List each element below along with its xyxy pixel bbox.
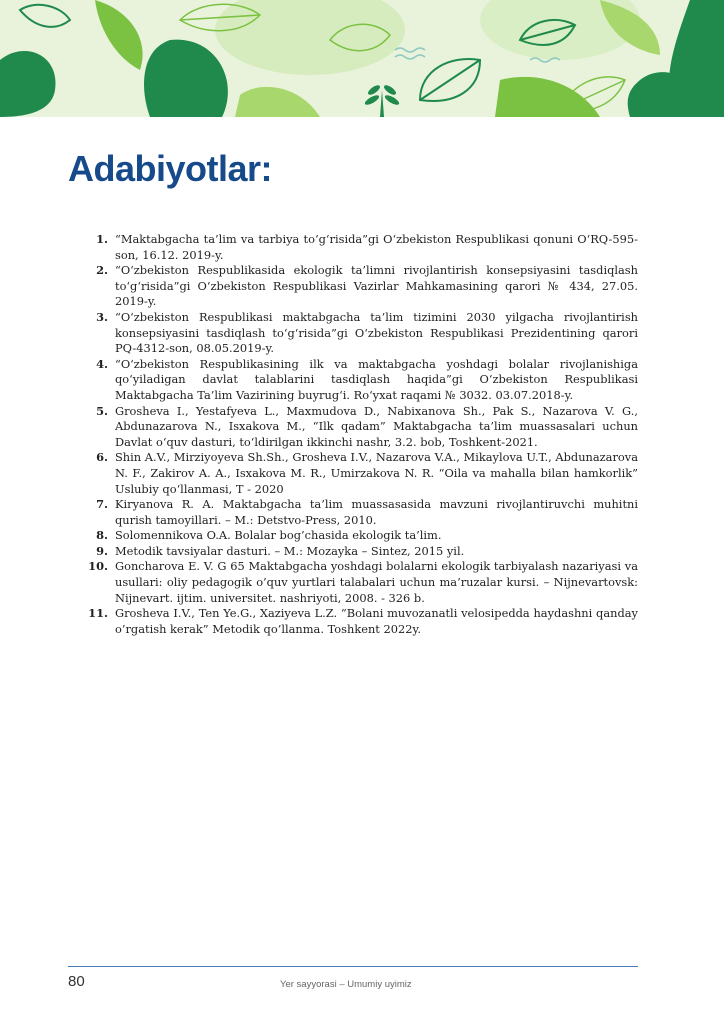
reference-item — [78, 232, 638, 263]
reference-text: Metodik tavsiyalar dasturi. – M.: Mozayka – Sintez, 2015 yil. — [115, 543, 465, 558]
reference-text: Shin A.V., Mirziyoyeva Sh.Sh., Grosheva I.V., Nazarova V.A., Mikaylova U.T., Abdunazarova N. F., Zakirov A. A., Isxakova M. R., Umirzakova N. R. “Oila va mahalla bilan hamkorlik” Uslubiy qo‘llanmasi, T - 2020 — [115, 450, 638, 496]
footer-text: Yer sayyorasi – Umumiy uyimiz — [280, 979, 412, 990]
footer-divider — [68, 966, 638, 967]
leaf-banner-illustration — [0, 0, 724, 117]
reference-item — [78, 404, 638, 451]
reference-number: 3. — [96, 309, 108, 324]
reference-text: “O‘zbekiston Respublikasida ekologik ta’limni rivojlantirish konsepsiyasini tasdiqlash to‘g‘risida”gi O‘zbekiston Respublikasi Vazirlar Mahkamasining qarori № 434, 27.05. 2019-y. — [115, 263, 638, 309]
reference-item — [78, 357, 638, 404]
reference-item — [78, 544, 638, 560]
reference-number: 11. — [88, 606, 108, 621]
reference-text: “Maktabgacha ta’lim va tarbiya to‘g‘risida”gi O‘zbekiston Respublikasi qonuni O‘RQ-595-son, 16.12. 2019-y. — [115, 232, 638, 262]
references-list — [78, 232, 638, 637]
reference-item — [78, 310, 638, 357]
reference-number: 2. — [96, 263, 108, 278]
reference-number: 6. — [96, 450, 108, 465]
reference-number: 9. — [96, 543, 108, 558]
reference-text: Goncharova E. V. G 65 Maktabgacha yoshdagi bolalarni ekologik tarbiyalash nazariyasi va usullari: oliy pedagogik o’quv yurtlari talabalari uchun ma’ruzalar kursi. – Nijnevartovsk: Nijnevart. ijtim. universitet. nashriyoti, 2008. - 326 b. — [115, 559, 638, 605]
reference-item — [78, 528, 638, 544]
page-number: 80 — [68, 973, 85, 990]
reference-text: Grosheva I.V., Ten Ye.G., Xaziyeva L.Z. “Bolani muvozanatli velosipedda haydashni qanday o’rgatish kerak” Metodik qo’llanma. Toshkent 2022y. — [115, 606, 638, 636]
page-title: Adabiyotlar: — [68, 148, 273, 189]
reference-number: 7. — [96, 497, 108, 512]
reference-text: Grosheva I., Yestafyeva L., Maxmudova D., Nabixanova Sh., Pak S., Nazarova V. G., Abdunazarova N., Isxakova M., “Ilk qadam” Maktabgacha ta’lim muassasalari uchun Davlat o‘quv dasturi, to‘ldirilgan ikkinchi nashr, 3.2. bob, Toshkent-2021. — [115, 403, 638, 449]
reference-item — [78, 559, 638, 606]
reference-item — [78, 606, 638, 637]
reference-number: 1. — [96, 232, 108, 246]
reference-text: Solomennikova O.A. Bolalar bog’chasida ekologik ta’lim. — [115, 528, 442, 543]
reference-number: 4. — [96, 356, 108, 371]
reference-text: Kiryanova R. A. Maktabgacha ta’lim muassasasida mavzuni rivojlantiruvchi muhitni qurish tamoyillari. – M.: Detstvo-Press, 2010. — [115, 497, 638, 527]
reference-item — [78, 263, 638, 310]
reference-number: 10. — [88, 559, 108, 574]
reference-text: “O‘zbekiston Respublikasining ilk va maktabgacha yoshdagi bolalar rivojlanishiga qo‘yiladigan davlat talablarini tasdiqlash haqida”gi O‘zbekiston Respublikasi Maktabgacha Ta’lim Vazirining buyrug‘i. Ro‘yxat raqami № 3032. 03.07.2018-y. — [115, 356, 638, 402]
reference-item — [78, 497, 638, 528]
reference-text: “O‘zbekiston Respublikasi maktabgacha ta’lim tizimini 2030 yilgacha rivojlantirish konsepsiyasini tasdiqlash to‘g‘risida”gi O‘zbekiston Respublikasi Prezidentining qarori PQ-4312-son, 08.05.2019-y. — [115, 309, 638, 356]
reference-number: 5. — [96, 403, 108, 418]
reference-number: 8. — [96, 528, 108, 543]
reference-item — [78, 450, 638, 497]
leaf-banner — [0, 0, 724, 117]
